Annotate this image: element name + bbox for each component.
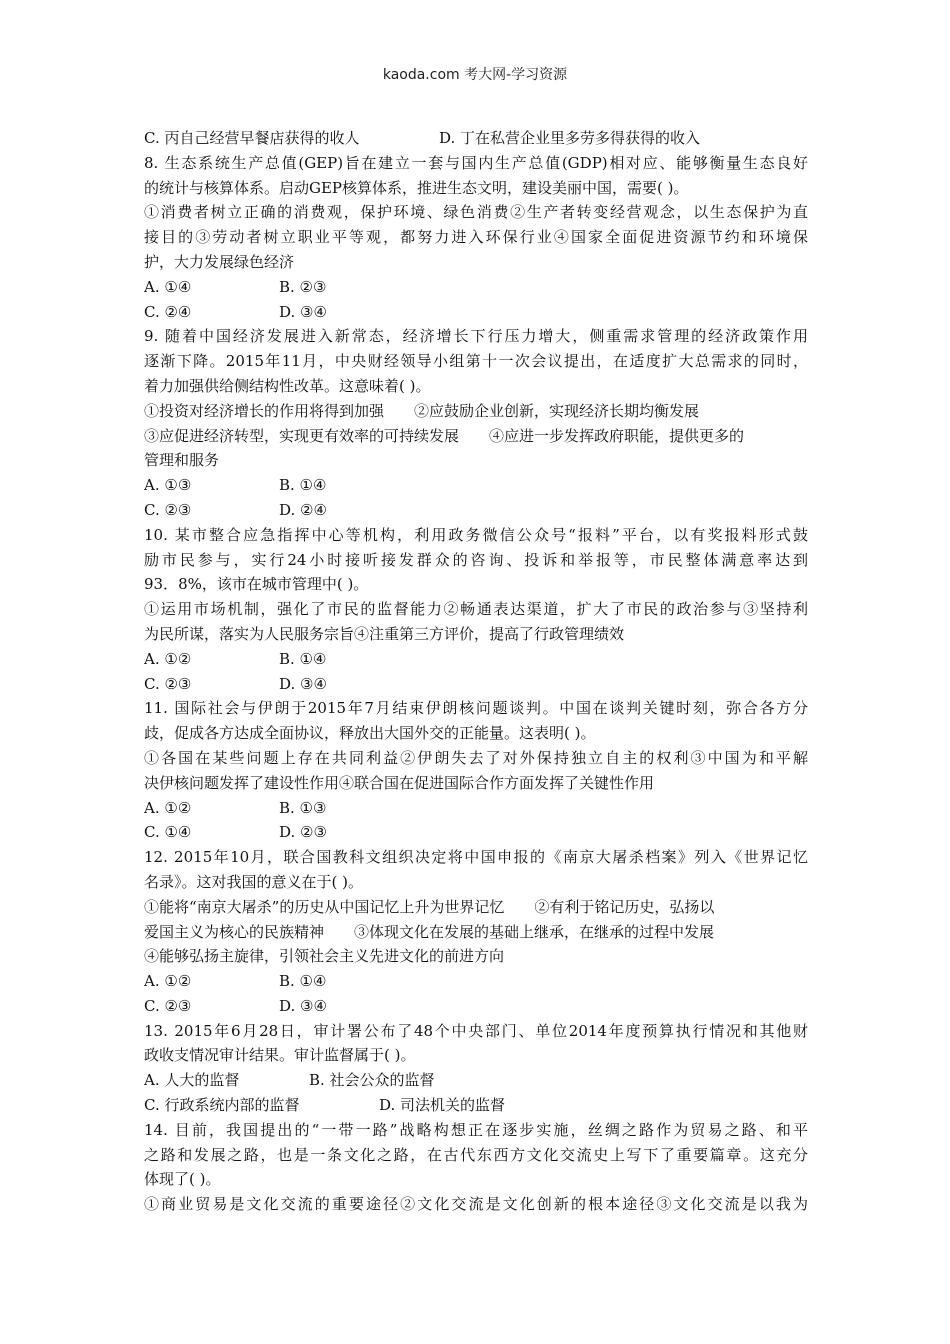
- q8-statement-line: 护，大力发展绿色经济: [144, 252, 295, 271]
- q13-stem-line: 政收支情况审计结果。审计监督属于( )。: [144, 1046, 416, 1065]
- option-a: A. ①③: [144, 476, 192, 495]
- q9-options-ab: [144, 473, 808, 498]
- option-b: B. ①③: [279, 798, 327, 817]
- statement-2: ②应鼓励企业创新，实现经济长期均衡发展: [414, 401, 700, 420]
- header-source-text: kaoda.com 考大网-学习资源: [382, 67, 568, 83]
- q10-options-ab: [144, 647, 808, 672]
- q11-options-ab: [144, 796, 808, 821]
- option-c: C. ①④: [144, 823, 192, 842]
- q12-statement-line: [144, 920, 808, 945]
- statement-1: ①投资对经济增长的作用将得到加强: [144, 401, 385, 420]
- statement-2-cont: 爱国主义为核心的民族精神: [144, 922, 325, 941]
- option-b: B. ①④: [279, 476, 327, 495]
- q14-statement-line: ①商业贸易是文化交流的重要途径②文化交流是文化创新的根本途径③文化交流是以我为: [144, 1195, 808, 1214]
- q10-statement-line: ①运用市场机制，强化了市民的监督能力②畅通表达渠道，扩大了市民的政治参与③坚持利: [144, 600, 808, 619]
- q10-options-cd: [144, 672, 808, 697]
- option-c: C. ②③: [144, 996, 192, 1015]
- option-d: D. ③④: [279, 302, 327, 321]
- option-d: D. ③④: [279, 674, 327, 693]
- option-d: D. 司法机关的监督: [379, 1096, 506, 1115]
- statement-3: ③应促进经济转型，实现更有效率的可持续发展: [144, 426, 460, 445]
- statement-2: ②有利于铭记历史，弘扬以: [534, 897, 715, 916]
- option-a: A. ①④: [144, 277, 192, 296]
- q7-options-cd: [144, 126, 808, 151]
- q8-statement-line: 接目的③劳动者树立职业平等观，都努力进入环保行业④国家全面促进资源节约和环境保: [144, 228, 808, 247]
- option-a: A. ①②: [144, 972, 192, 991]
- option-b: B. ①④: [279, 649, 327, 668]
- option-a: A. ①②: [144, 798, 192, 817]
- exam-content: [144, 126, 808, 1217]
- q14-stem-line: 14. 目前，我国提出的“一带一路”战略构想正在逐步实施，丝绸之路作为贸易之路、和平: [144, 1120, 808, 1139]
- option-d: D. 丁在私营企业里多劳多得获得的收入: [439, 129, 701, 147]
- q8-options-cd: [144, 300, 808, 325]
- q9-statement-line: [144, 424, 808, 449]
- option-a: A. ①②: [144, 649, 192, 668]
- page-header: [0, 64, 950, 84]
- option-c: C. 行政系统内部的监督: [144, 1096, 300, 1115]
- q14-stem-line: 体现了( )。: [144, 1170, 221, 1189]
- q12-statement-line: ④能够弘扬主旋律，引领社会主义先进文化的前进方向: [144, 947, 505, 966]
- option-c: C. 丙自己经营早餐店获得的收人: [144, 129, 360, 147]
- q12-statement-line: [144, 895, 808, 920]
- q9-stem-line: 着力加强供给侧结构性改革。这意味着( )。: [144, 376, 431, 395]
- q9-statement-line: [144, 399, 808, 424]
- statement-1: ①能将“南京大屠杀”的历史从中国记忆上升为世界记忆: [144, 897, 505, 916]
- q12-stem-line: 名录》。这对我国的意义在于( )。: [144, 872, 363, 891]
- q11-options-cd: [144, 820, 808, 845]
- option-d: D. ③④: [279, 996, 327, 1015]
- q8-statement-line: ①消费者树立正确的消费观，保护环境、绿色消费②生产者转变经营观念，以生态保护为直: [144, 203, 808, 222]
- q10-stem-line: 10. 某市整合应急指挥中心等机构，利用政务微信公众号“报料”平台，以有奖报料形式鼓: [144, 525, 808, 544]
- q8-stem-line: 8. 生态系统生产总值(GEP)旨在建立一套与国内生产总值(GDP)相对应、能够衡量生态良好: [144, 153, 808, 172]
- q10-statement-line: 为民所谋，落实为人民服务宗旨④注重第三方评价，提高了行政管理绩效: [144, 624, 625, 643]
- q8-options-ab: [144, 275, 808, 300]
- q13-options-ab: [144, 1068, 808, 1093]
- q11-stem-line: 歧，促成各方达成全面协议，释放出大国外交的正能量。这表明( )。: [144, 724, 596, 743]
- q13-stem-line: 13. 2015年6月28日，审计署公布了48个中央部门、单位2014年度预算执行情况和其他财: [144, 1021, 808, 1040]
- statement-3: ③体现文化在发展的基础上继承，在继承的过程中发展: [354, 922, 715, 941]
- q12-options-ab: [144, 969, 808, 994]
- option-c: C. ②④: [144, 302, 192, 321]
- option-b: B. ②③: [279, 277, 327, 296]
- q10-stem-line: 93．8%，该市在城市管理中( )。: [144, 575, 369, 594]
- option-c: C. ②③: [144, 500, 192, 519]
- q12-stem-line: 12. 2015年10月，联合国教科文组织决定将中国申报的《南京大屠杀档案》列入《世界记忆: [144, 848, 808, 867]
- q11-statement-line: 决伊核问题发挥了建设性作用④联合国在促进国际合作方面发挥了关键性作用: [144, 773, 655, 792]
- statement-4: ④应进一步发挥政府职能，提供更多的: [489, 426, 745, 445]
- q9-stem-line: 9. 随着中国经济发展进入新常态，经济增长下行压力增大，侧重需求管理的经济政策作用: [144, 327, 808, 346]
- option-a: A. 人大的监督: [144, 1071, 240, 1090]
- q9-options-cd: [144, 498, 808, 523]
- q8-stem-line: 的统计与核算体系。启动GEP核算体系，推进生态文明，建设美丽中国，需要( )。: [144, 178, 689, 197]
- option-b: B. ①④: [279, 972, 327, 991]
- q14-stem-line: 之路和发展之路，也是一条文化之路，在古代东西方文化交流史上写下了重要篇章。这充分: [144, 1145, 808, 1164]
- q9-stem-line: 逐渐下降。2015年11月，中央财经领导小组第十一次会议提出，在适度扩大总需求的同时，: [144, 352, 808, 371]
- q13-options-cd: [144, 1093, 808, 1118]
- q12-options-cd: [144, 994, 808, 1019]
- q9-statement-line: 管理和服务: [144, 451, 220, 470]
- option-c: C. ②③: [144, 674, 192, 693]
- option-d: D. ②③: [279, 823, 327, 842]
- q11-stem-line: 11. 国际社会与伊朗于2015年7月结束伊朗核问题谈判。中国在谈判关键时刻，弥合各方分: [144, 699, 808, 718]
- option-b: B. 社会公众的监督: [309, 1071, 435, 1090]
- q11-statement-line: ①各国在某些问题上存在共同利益②伊朗失去了对外保持独立自主的权利③中国为和平解: [144, 748, 808, 767]
- option-d: D. ②④: [279, 500, 327, 519]
- q10-stem-line: 励市民参与，实行24小时接听接发群众的咨询、投诉和举报等，市民整体满意率达到: [144, 550, 808, 569]
